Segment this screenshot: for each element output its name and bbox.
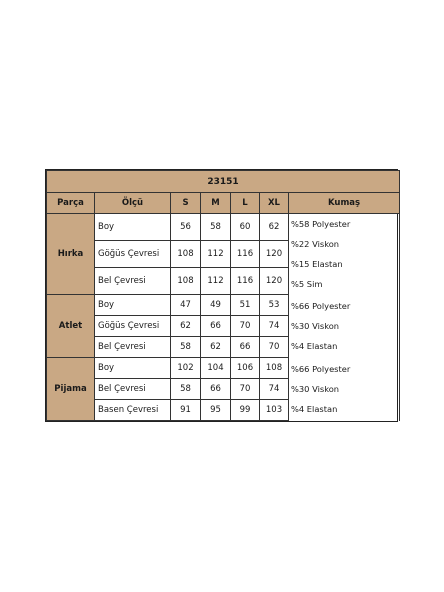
- fabric-line: %58 Polyester: [291, 219, 351, 230]
- size-value: 74: [260, 378, 289, 399]
- header-kumas: Kumaş: [289, 193, 400, 214]
- size-value: 95: [201, 399, 231, 420]
- size-value: 58: [171, 336, 201, 357]
- measure-label: Göğüs Çevresi: [95, 240, 171, 267]
- part-name: Hırka: [47, 214, 95, 295]
- fabric-line: %30 Viskon: [291, 320, 340, 331]
- size-value: 91: [171, 399, 201, 420]
- size-value: 99: [231, 399, 260, 420]
- fabric-cell: [289, 214, 400, 295]
- size-value: 66: [231, 336, 260, 357]
- part-name: Atlet: [47, 294, 95, 357]
- size-value: 53: [260, 294, 289, 315]
- fabric-line: %4 Elastan: [291, 403, 338, 414]
- size-value: 56: [171, 214, 201, 241]
- fabric-line: %66 Polyester: [291, 300, 351, 311]
- size-value: 112: [201, 240, 231, 267]
- size-value: 102: [171, 357, 201, 378]
- size-value: 103: [260, 399, 289, 420]
- size-value: 62: [201, 336, 231, 357]
- fabric-line: %30 Viskon: [291, 383, 340, 394]
- measure-label: Boy: [95, 357, 171, 378]
- size-value: 70: [260, 336, 289, 357]
- size-value: 62: [260, 214, 289, 241]
- size-value: 51: [231, 294, 260, 315]
- size-value: 116: [231, 240, 260, 267]
- measure-label: Bel Çevresi: [95, 267, 171, 294]
- measure-label: Göğüs Çevresi: [95, 315, 171, 336]
- header-m: M: [201, 193, 231, 214]
- size-value: 108: [260, 357, 289, 378]
- part-name: Pijama: [47, 357, 95, 420]
- size-table: [46, 170, 400, 421]
- measure-label: Boy: [95, 294, 171, 315]
- header-s: S: [171, 193, 201, 214]
- size-value: 106: [231, 357, 260, 378]
- fabric-cell: [289, 357, 400, 420]
- size-value: 62: [171, 315, 201, 336]
- size-value: 70: [231, 315, 260, 336]
- size-value: 74: [260, 315, 289, 336]
- size-value: 70: [231, 378, 260, 399]
- size-value: 120: [260, 240, 289, 267]
- measure-label: Bel Çevresi: [95, 336, 171, 357]
- measure-label: Boy: [95, 214, 171, 241]
- header-row: [47, 193, 400, 214]
- header-l: L: [231, 193, 260, 214]
- fabric-line: %22 Viskon: [291, 239, 340, 250]
- fabric-cell: [289, 294, 400, 357]
- fabric-line: %15 Elastan: [291, 259, 343, 270]
- size-value: 104: [201, 357, 231, 378]
- size-value: 108: [171, 240, 201, 267]
- size-value: 108: [171, 267, 201, 294]
- size-value: 58: [171, 378, 201, 399]
- size-value: 49: [201, 294, 231, 315]
- size-value: 120: [260, 267, 289, 294]
- size-value: 66: [201, 378, 231, 399]
- size-value: 60: [231, 214, 260, 241]
- table-row: [47, 214, 400, 241]
- header-olcu: Ölçü: [95, 193, 171, 214]
- header-parca: Parça: [47, 193, 95, 214]
- size-value: 116: [231, 267, 260, 294]
- size-chart-table: [45, 169, 398, 422]
- table-row: [47, 357, 400, 378]
- size-value: 112: [201, 267, 231, 294]
- fabric-line: %4 Elastan: [291, 340, 338, 351]
- fabric-line: %5 Sim: [291, 279, 323, 290]
- table-title: 23151: [47, 171, 400, 193]
- header-xl: XL: [260, 193, 289, 214]
- measure-label: Bel Çevresi: [95, 378, 171, 399]
- table-row: [47, 294, 400, 315]
- size-value: 66: [201, 315, 231, 336]
- size-value: 58: [201, 214, 231, 241]
- measure-label: Basen Çevresi: [95, 399, 171, 420]
- size-value: 47: [171, 294, 201, 315]
- fabric-line: %66 Polyester: [291, 363, 351, 374]
